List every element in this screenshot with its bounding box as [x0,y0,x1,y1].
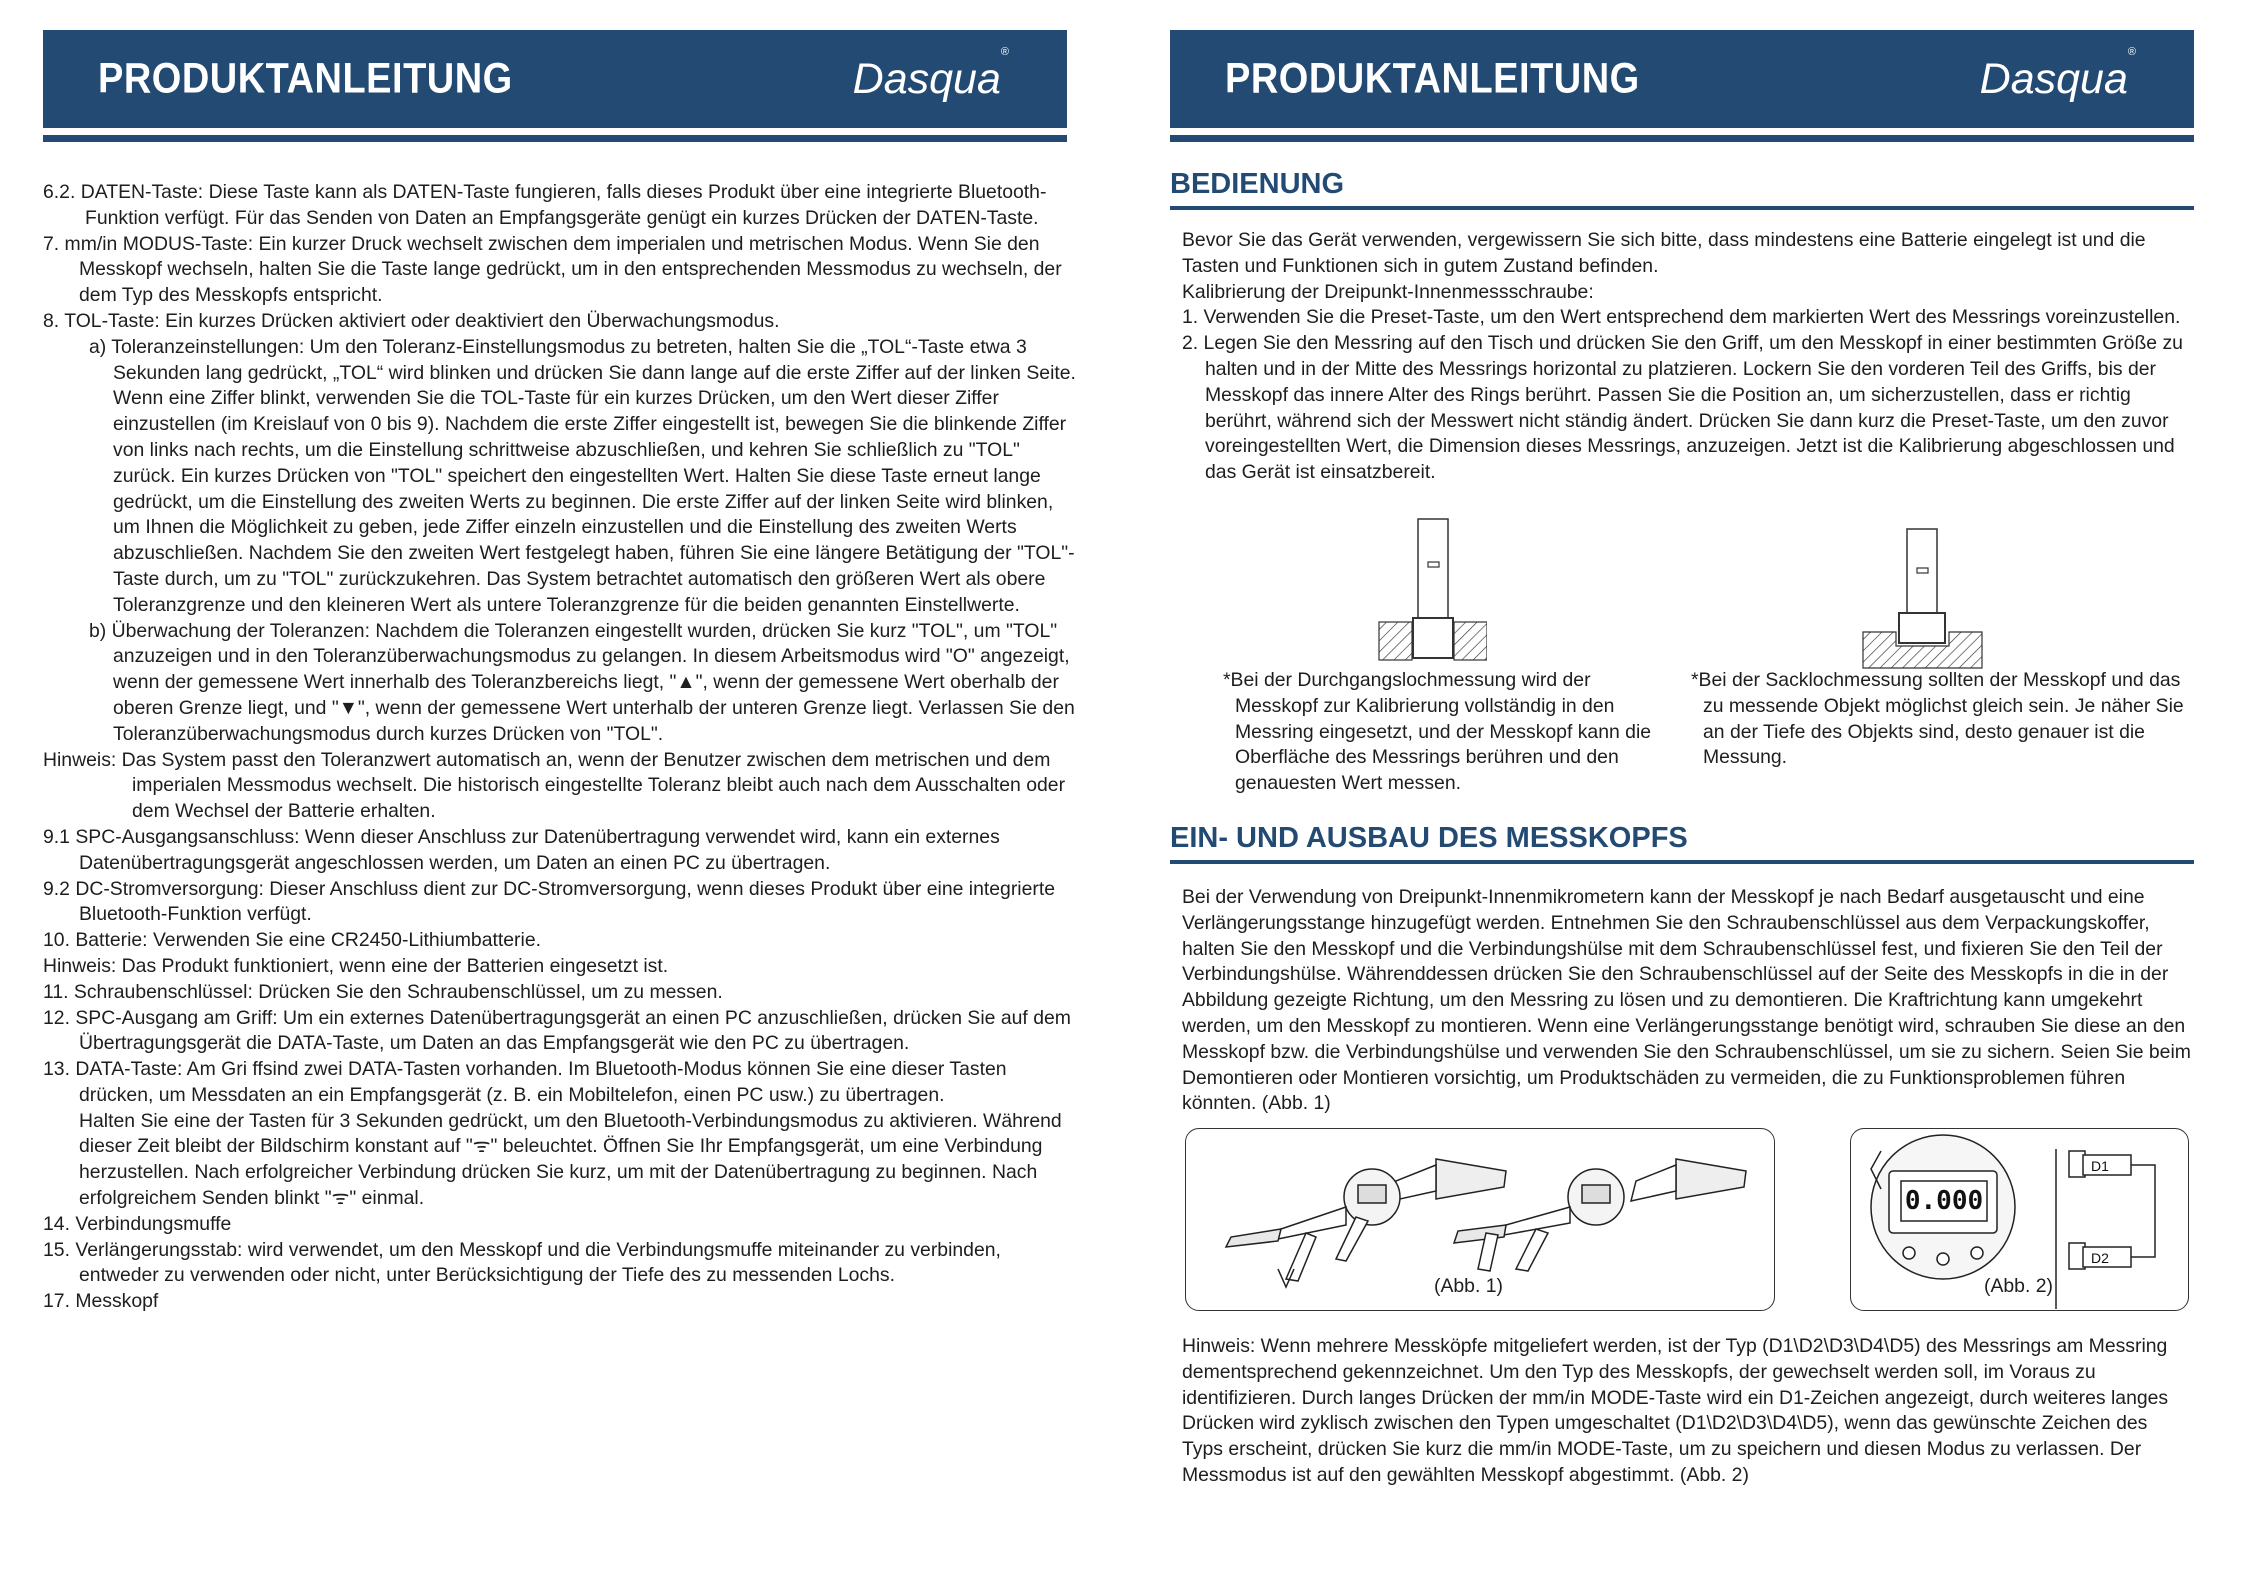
instruction-item: 11. Schraubenschlüssel: Drücken Sie den Schraubenschlüssel, um zu messen. [43,980,723,1003]
instruction-item: Halten Sie eine der Tasten für 3 Sekunden gedrückt, um den Bluetooth-Verbindungsmodus zu aktivieren. Während dieser Zeit bleibt der Bildschirm konstant auf "ᯤ" beleuchtet. Öffnen Sie Ihr Empfangsgerät, um eine Verbindung herzustellen. Nach erfolgreicher Verbindung drücken Sie kurz, um mit der Datenübertragung zu beginnen. Nach erfolgreichem Senden blinkt "ᯤ" einmal. [79,1109,1062,1210]
left-body-text [43,180,1083,1315]
instruction-item: 10. Batterie: Verwenden Sie eine CR2450-Lithiumbatterie. [43,929,541,952]
bedienung-intro: Bevor Sie das Gerät verwenden, vergewissern Sie sich bitte, dass mindestens eine Batterie eingelegt ist und die Tasten und Funktionen sich in gutem Zustand befinden. [1182,229,2146,277]
instruction-item: 13. DATA-Taste: Am Gri ffsind zwei DATA-Tasten vorhanden. Im Bluetooth-Modus können Sie eine dieser Tasten drücken, um Messdaten an ein Empfangsgerät (z. B. ein Mobiltelefon, einen PC usw.) zu übertragen. [43,1058,1007,1106]
instruction-item: b) Überwachung der Toleranzen: Nachdem die Toleranzen eingestellt wurden, drücken Sie kurz "TOL", um "TOL" anzuzeigen und in den Toleranzüberwachungsmodus zu gelangen. In diesem Arbeitsmodus wird "O" angezeigt, wenn der gemessene Wert innerhalb des Toleranzbereichs liegt, "▲", wenn der gemessene Wert oberhalb der oberen Grenze liegt, und "▼", wenn der gemessene Wert unterhalb der unteren Grenze liegt. Verlassen Sie den Toleranzüberwachungsmodus durch kurzes Drücken von "TOL". [89,619,1075,745]
bedienung-text [1182,228,2192,486]
instruction-item: 6.2. DATEN-Taste: Diese Taste kann als DATEN-Taste fungieren, falls dieses Produkt über eine integrierte Bluetooth-Funktion verfügt. Für das Senden von Daten an Empfangsgeräte genügt ein kurzes Drücken der DATEN-Taste. [43,181,1047,229]
instruction-item: 7. mm/in MODUS-Taste: Ein kurzer Druck wechselt zwischen dem imperialen und metrischen Modus. Wenn Sie den Messkopf wechseln, halten Sie die Taste lange gedrückt, um in den entsprechenden Messmodus zu wechseln, der dem Typ des Messkopfs entspricht. [43,232,1062,307]
figure-2-display-type [1850,1128,2189,1311]
section-rule [1170,860,2194,864]
ausbau-paragraph: Bei der Verwendung von Dreipunkt-Innenmikrometern kann der Messkopf je nach Bedarf ausgetauscht und eine Verlängerungsstange hinzugefügt werden. Entnehmen Sie den Schraubenschlüssel aus dem Verpackungskoffer, halten Sie den Messkopf und die Verbindungshülse mit dem Schraubenschlüssel fest, und fixieren Sie den Teil der Verbindungshülse. Währenddessen drücken Sie den Schraubenschlüssel auf der Seite des Messkopfs in die in der Abbildung gezeigte Richtung, um den Messring zu lösen und zu demontieren. Die Kraftrichtung kann umgekehrt werden, um den Messkopf zu montieren. Wenn eine Verlängerungsstange benötigt wird, schrauben Sie diese an den Messkopf bzw. die Verbindungshülse und verwenden Sie den Schraubenschlüssel, um sie zu sichern. Seien Sie beim Demontieren oder Montieren vorsichtig, um Produktschäden zu vermeiden, die zu Funktionsproblemen führen könnten. (Abb. 1) [1182,886,2191,1115]
instruction-item: 9.2 DC-Stromversorgung: Dieser Anschluss dient zur DC-Stromversorgung, wenn dieses Produkt über eine integrierte Bluetooth-Funktion verfügt. [43,877,1056,926]
hinweis-paragraph: Hinweis: Wenn mehrere Messköpfe mitgeliefert werden, ist der Typ (D1\D2\D3\D4\D5) des Messrings am Messring dementsprechend gekennzeichnet. Um den Typ des Messkopfs, der gewechselt werden soll, im Voraus zu identifizieren. Durch langes Drücken der mm/in MODE-Taste wird ein D1-Zeichen angezeigt, durch weiteres langes Drücken wird zyklisch zwischen den Typen umgeschaltet (D1\D2\D3\D4\D5), wenn das gewünschte Zeichen des Typs erscheint, drücken Sie kurz die mm/in MODE-Taste, um zu speichern und diesen Modus zu verlassen. Der Messmodus ist auf den gewählten Messkopf abgestimmt. (Abb. 2) [1182,1335,2169,1486]
instruction-item: 9.1 SPC-Ausgangsanschluss: Wenn dieser Anschluss zur Datenübertragung verwendet wird, kann ein externes Datenübertragungsgerät angeschlossen werden, um Daten an einen PC zu übertragen. [43,825,1000,874]
calibration-step-1: 1. Verwenden Sie die Preset-Taste, um den Wert entsprechend dem markierten Wert des Messrings voreinzustellen. [1182,306,2181,329]
figure-2-caption: (Abb. 2) [1984,1275,2053,1297]
instruction-item: 14. Verbindungsmuffe [43,1212,232,1235]
display-value: 0.000 [1904,1186,1984,1216]
figure-1-wrench-mounting [1185,1128,1775,1311]
section-title-bedienung: BEDIENUNG [1170,168,1345,200]
instruction-item: 17. Messkopf [43,1290,159,1313]
header-rule [43,135,1067,142]
figure-1-caption: (Abb. 1) [1434,1275,1503,1297]
blind-hole-note: *Bei der Sacklochmessung sollten der Messkopf und das zu messende Objekt möglichst gleich sein. Je näher Sie an der Tiefe des Objekts sind, desto genauer ist die Messung. [1691,669,2184,769]
header-banner-left [43,30,1067,128]
through-hole-note: *Bei der Durchgangslochmessung wird der Messkopf zur Kalibrierung vollständig in den Messring eingesetzt, und der Messkopf kann die Oberfläche des Messrings berühren und den genauesten Wert messen. [1223,669,1652,795]
through-hole-calibration-diagram [1377,518,1487,668]
brand-logo: Dasqua® [1979,46,2136,103]
instruction-item: Hinweis: Das System passt den Toleranzwert automatisch an, wenn der Benutzer zwischen dem metrischen und dem imperialen Messmodus wechselt. Die historisch eingestellte Toleranz bleibt auch nach dem Ausschalten oder dem Wechsel der Batterie erhalten. [43,748,1066,823]
label-d2: D2 [2091,1250,2109,1266]
instruction-item: 15. Verlängerungsstab: wird verwendet, um den Messkopf und die Verbindungsmuffe miteinander zu verbinden, entweder zu verwenden oder nicht, unter Berücksichtigung der Tiefe des zu messenden Lochs. [43,1238,1001,1287]
calibration-heading: Kalibrierung der Dreipunkt-Innenmessschraube: [1182,280,1594,303]
instruction-item: 12. SPC-Ausgang am Griff: Um ein externes Datenübertragungsgerät an einen PC anzuschließen, drücken Sie auf dem Übertragungsgerät die DATA-Taste, um Daten an das Empfangsgerät wie den PC zu übertragen. [43,1006,1071,1055]
instruction-item: 8. TOL-Taste: Ein kurzes Drücken aktiviert oder deaktiviert den Überwachungsmodus. [43,309,780,332]
ausbau-text [1182,885,2192,1117]
instruction-item: Hinweis: Das Produkt funktioniert, wenn eine der Batterien eingesetzt ist. [43,954,669,977]
instruction-item: a) Toleranzeinstellungen: Um den Toleranz-Einstellungsmodus zu betreten, halten Sie die „TOL“-Taste etwa 3 Sekunden lang gedrückt, „TOL“ wird blinken und drücken Sie dann lange auf die erste Ziffer auf der linken Seite. Wenn eine Ziffer blinkt, verwenden Sie die TOL-Taste für ein kurzes Drücken, um den Wert dieser Ziffer einzustellen (im Kreislauf von 0 bis 9). Nachdem die erste Ziffer eingestellt ist, bewegen Sie die blinkende Ziffer von links nach rechts, um die Einstellung schrittweise abzuschließen, und kehren Sie schließlich zu "TOL" zurück. Ein kurzes Drücken von "TOL" speichert den eingestellten Wert. Halten Sie diese Taste erneut lange gedrückt, um die Einstellung des zweiten Werts zu beginnen. Die erste Ziffer auf der linken Seite wird blinken, um Ihnen die Möglichkeit zu geben, jede Ziffer einzeln einzustellen und die Einstellung des zweiten Werts abzuschließen. Nachdem Sie den zweiten Wert festgelegt haben, führen Sie eine längere Betätigung der "TOL"-Taste durch, um zu "TOL" zurückzukehren. Das System betrachtet automatisch den größeren Wert als obere Toleranzgrenze und den kleineren Wert als untere Toleranzgrenze für die beiden genannten Einstellwerte. [89,335,1076,616]
header-rule [1170,135,2194,142]
hinweis-text [1182,1334,2192,1489]
calibration-step-2: 2. Legen Sie den Messring auf den Tisch und drücken Sie den Griff, um den Messkopf in einer bestimmten Größe zu halten und in der Mitte des Messrings horizontal zu platzieren. Lockern Sie den vorderen Teil des Griffs, bis der Messkopf das innere Alter des Rings berührt. Passen Sie die Position an, um sicherzustellen, dass er richtig berührt, während sich der Messwert nicht ständig ändert. Drücken Sie dann kurz die Preset-Taste, um den zuvor voreingestellten Wert, die Dimension dieses Messrings, anzuzeigen. Jetzt ist die Kalibrierung abgeschlossen und das Gerät ist einsatzbereit. [1182,332,2183,484]
blind-hole-calibration-diagram [1861,528,1991,670]
header-banner-right [1170,30,2194,128]
section-rule [1170,206,2194,210]
label-d1: D1 [2091,1158,2109,1174]
header-title: PRODUKTANLEITUNG [98,54,513,102]
header-title: PRODUKTANLEITUNG [1225,54,1640,102]
right-page [1121,0,2243,1587]
section-title-ausbau: EIN- UND AUSBAU DES MESSKOPFS [1170,822,1688,854]
brand-logo: Dasqua® [852,46,1009,103]
